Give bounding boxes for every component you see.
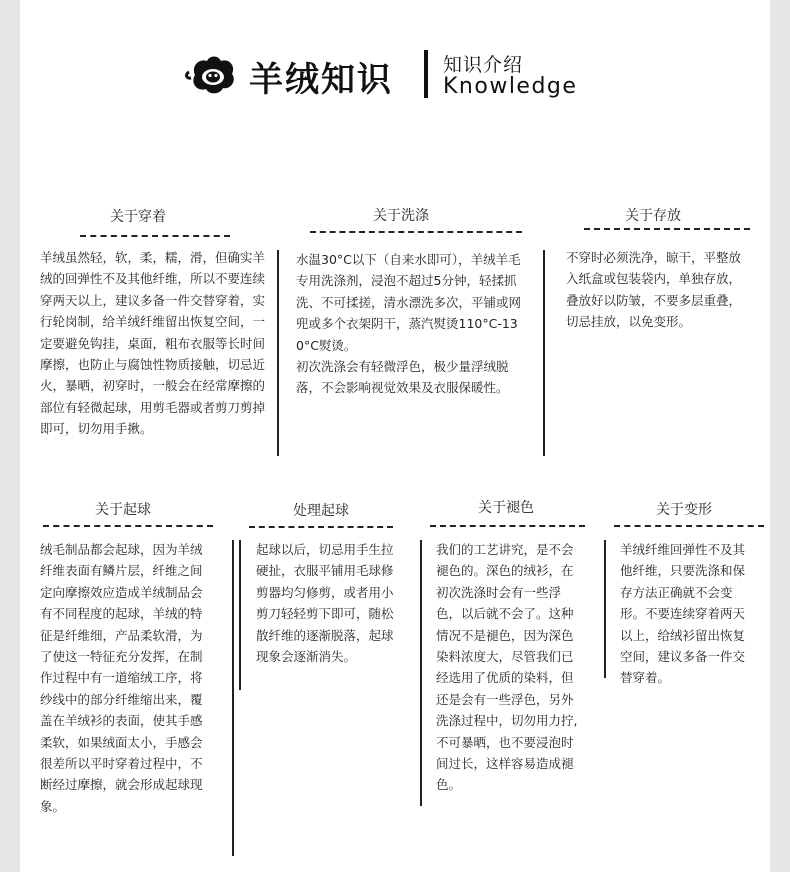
section-border-wear — [277, 250, 279, 456]
section-border-fade — [420, 540, 422, 806]
section-title-deform: 关于变形 — [656, 502, 712, 518]
page-subtitle: 知识介绍 — [443, 54, 524, 76]
section-title-wear: 关于穿着 — [110, 209, 166, 225]
section-divider-pilling — [43, 525, 213, 527]
section-text-wash-2: 初次洗涤会有轻微浮色，极少量浮绒脱落，不会影响视觉效果及衣服保暖性。 — [296, 359, 509, 396]
section-border-deform — [604, 540, 606, 678]
section-text-deform: 羊绒纤维回弹性不及其他纤维，只要洗涤和保存方法正确就不会变形。不要连续穿着两天以上，给绒衫留出恢复空间，建议多备一件交替穿着。 — [620, 542, 746, 686]
section-divider-wash — [310, 231, 522, 233]
section-title-handle: 处理起球 — [293, 503, 349, 519]
section-text-wash-1: 水温30°C以下（自来水即可），羊绒羊毛专用洗涤剂，浸泡不超过5分钟，轻揉抓洗、不可揉搓，清水漂洗多次，平铺或网兜或多个衣架阴干，蒸汽熨烫110°C-130°C熨烫。 — [296, 252, 522, 353]
section-title-fade: 关于褪色 — [478, 500, 534, 516]
section-title-pilling: 关于起球 — [95, 502, 151, 518]
section-border-handle — [239, 540, 241, 690]
section-text-wash — [296, 249, 529, 399]
page-subtitle-en: Knowledge — [443, 74, 578, 99]
section-text-wear: 羊绒虽然轻，软，柔，糯，滑，但确实羊绒的回弹性不及其他纤维，所以不要连续穿两天以上，建议多备一件交替穿着，实行轮岗制，给羊绒纤维留出恢复空间，一定要避免钩挂，桌面，粗布衣服等长时间摩擦，也防止与腐蚀性物质接触，切忌近火，暴晒，初穿时，一般会在经常摩擦的部位有轻微起球，用剪毛器或者剪刀剪掉即可，切勿用手揪。 — [40, 250, 266, 437]
section-title-wash: 关于洗涤 — [373, 208, 429, 224]
section-text-handle: 起球以后，切忌用手生拉硬扯，衣服平铺用毛球修剪器均匀修剪，或者用小剪刀轻轻剪下即可，随松散纤维的逐渐脱落，起球现象会逐渐消失。 — [256, 542, 394, 665]
section-border-pilling — [232, 540, 234, 856]
section-border-wash — [543, 250, 545, 456]
page — [20, 0, 770, 872]
section-title-store: 关于存放 — [625, 208, 681, 224]
section-text-pilling: 绒毛制品都会起球，因为羊绒纤维表面有鳞片层，纤维之间定向摩擦效应造成羊绒制品会有不同程度的起球，羊绒的特征是纤维细，产品柔软滑，为了使这一特征充分发挥，在制作过程中有一道缩绒工序，将纱线中的部分纤维缩出来，覆盖在羊绒衫的表面，使其手感柔软，如果绒面太小，手感会很差所以平时穿着过程中，不断经过摩擦，就会形成起球现象。 — [40, 542, 203, 814]
section-text-store: 不穿时必须洗净，晾干，平整放入纸盒或包装袋内，单独存放，叠放好以防皱，不要多层重叠，切忌挂放，以免变形。 — [566, 250, 742, 330]
section-divider-deform — [614, 525, 764, 527]
sheep-icon — [185, 52, 241, 98]
page-title: 羊绒知识 — [249, 60, 393, 100]
section-text-fade: 我们的工艺讲究，是不会褪色的。深色的绒衫，在初次洗涤时会有一些浮色，以后就不会了。这种情况不是褪色，因为深色染料浓度大，尽管我们已经选用了优质的染料，但还是会有一些浮色，另外洗涤过程中，切勿用力拧,不可暴晒，也不要浸泡时间过长，这样容易造成褪色。 — [436, 542, 578, 793]
section-divider-wear — [80, 235, 230, 237]
section-divider-store — [584, 228, 750, 230]
section-divider-handle — [249, 526, 393, 528]
section-divider-fade — [430, 525, 585, 527]
title-divider — [424, 50, 428, 98]
